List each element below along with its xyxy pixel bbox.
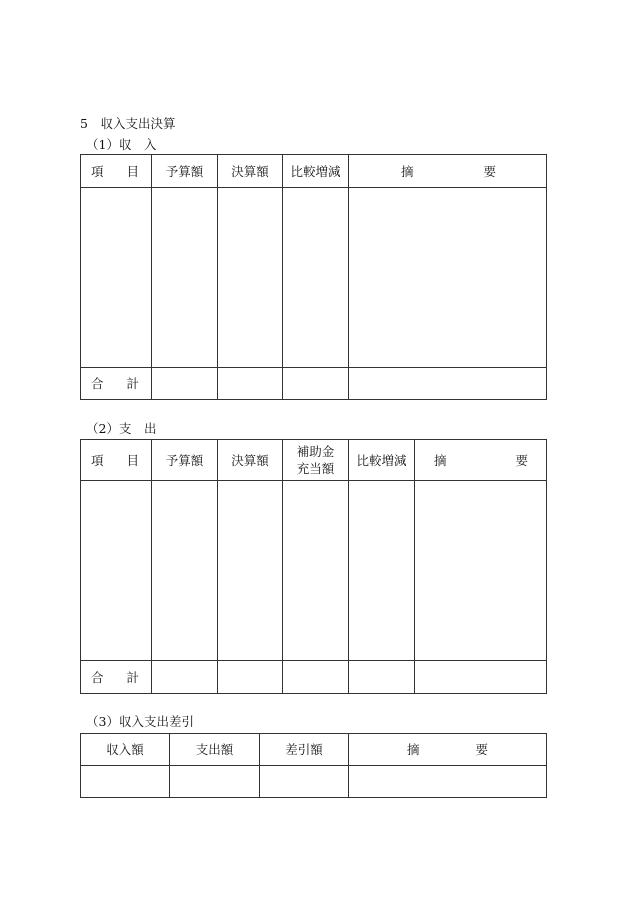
income-total-budget[interactable] xyxy=(152,368,218,400)
header-difference: 差引額 xyxy=(260,734,349,766)
expense-header-row xyxy=(81,440,547,481)
income-body-row xyxy=(81,188,547,368)
income-settlement-cell[interactable] xyxy=(218,188,283,368)
header-income-amount: 収入額 xyxy=(81,734,170,766)
expense-remarks-cell[interactable] xyxy=(415,481,547,661)
expense-total-remarks[interactable] xyxy=(415,661,547,694)
expense-subsidy-cell[interactable] xyxy=(283,481,349,661)
balance-difference-cell[interactable] xyxy=(260,766,349,798)
header-remarks: 摘 要 xyxy=(349,155,547,188)
header-budget: 予算額 xyxy=(152,440,218,481)
balance-expense-cell[interactable] xyxy=(170,766,260,798)
income-total-comparison[interactable] xyxy=(283,368,349,400)
balance-income-cell[interactable] xyxy=(81,766,170,798)
header-item: 項 目 xyxy=(81,440,152,481)
income-remarks-cell[interactable] xyxy=(349,188,547,368)
expense-table xyxy=(80,439,547,694)
balance-value-row xyxy=(81,766,547,798)
expense-total-row xyxy=(81,661,547,694)
expense-total-budget[interactable] xyxy=(152,661,218,694)
income-comparison-cell[interactable] xyxy=(283,188,349,368)
income-item-cell[interactable] xyxy=(81,188,152,368)
header-comparison: 比較増減 xyxy=(349,440,415,481)
header-settlement: 決算額 xyxy=(218,155,283,188)
expense-subtitle: （2）支 出 xyxy=(86,421,157,436)
header-subsidy: 補助金 充当額 xyxy=(283,440,349,481)
balance-table xyxy=(80,733,547,798)
expense-settlement-cell[interactable] xyxy=(218,481,283,661)
balance-header-row xyxy=(81,734,547,766)
header-settlement: 決算額 xyxy=(218,440,283,481)
expense-budget-cell[interactable] xyxy=(152,481,218,661)
header-comparison: 比較増減 xyxy=(283,155,349,188)
header-remarks: 摘 要 xyxy=(415,440,547,481)
income-total-label: 合 計 xyxy=(81,368,152,400)
income-budget-cell[interactable] xyxy=(152,188,218,368)
expense-total-subsidy[interactable] xyxy=(283,661,349,694)
income-subtitle: （1）収 入 xyxy=(86,137,157,152)
header-budget: 予算額 xyxy=(152,155,218,188)
income-total-row xyxy=(81,368,547,400)
section-title: 5 収入支出決算 xyxy=(80,116,176,131)
expense-comparison-cell[interactable] xyxy=(349,481,415,661)
expense-total-comparison[interactable] xyxy=(349,661,415,694)
income-total-remarks[interactable] xyxy=(349,368,547,400)
header-item: 項 目 xyxy=(81,155,152,188)
header-remarks: 摘 要 xyxy=(349,734,547,766)
expense-item-cell[interactable] xyxy=(81,481,152,661)
income-table xyxy=(80,154,547,400)
header-expense-amount: 支出額 xyxy=(170,734,260,766)
expense-total-label: 合 計 xyxy=(81,661,152,694)
balance-subtitle: （3）収入支出差引 xyxy=(86,714,194,729)
expense-body-row xyxy=(81,481,547,661)
balance-remarks-cell[interactable] xyxy=(349,766,547,798)
income-total-settlement[interactable] xyxy=(218,368,283,400)
income-header-row xyxy=(81,155,547,188)
expense-total-settlement[interactable] xyxy=(218,661,283,694)
